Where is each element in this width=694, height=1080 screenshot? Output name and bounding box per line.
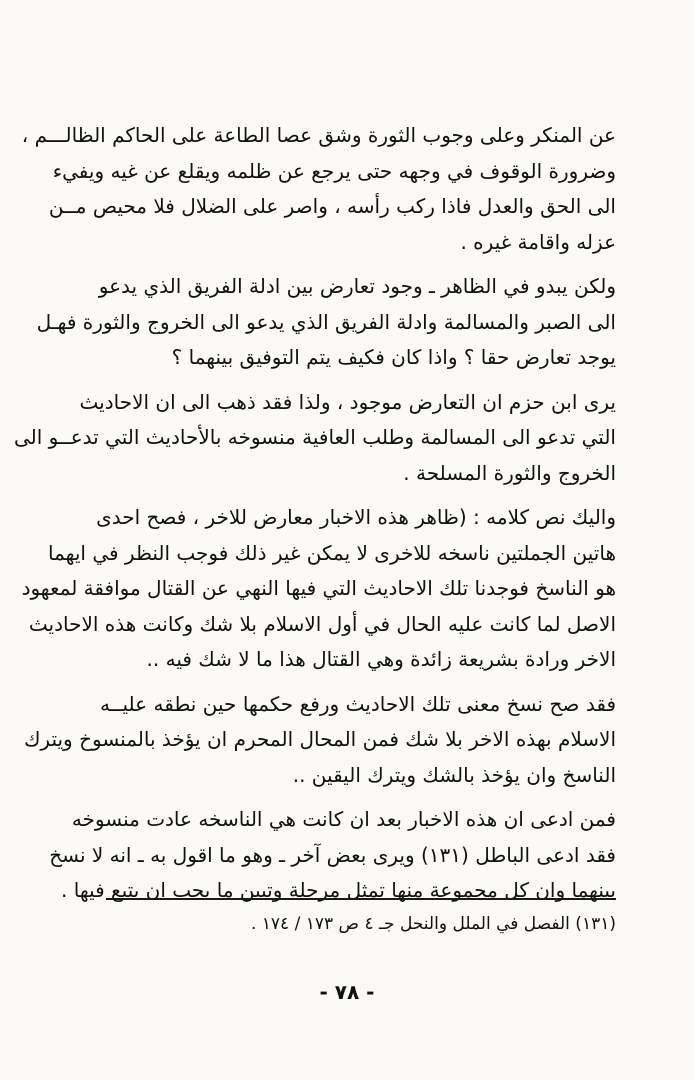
text-line: الاصل لما كانت عليه الحال في أول الاسلام بلا شك وكانت هذه الاحاديث (28, 611, 616, 636)
text-line: الخروج والثورة المسلحة . (403, 460, 616, 485)
paragraph (49, 802, 616, 909)
paragraph (21, 118, 616, 260)
footnote: (١٣١) الفصل في الملل والنحل جـ ٤ ص ١٧٣ / ١٧٤ . (250, 914, 616, 934)
text-line: الناسخ وان يؤخذ بالشك ويترك اليقين .. (292, 762, 616, 787)
text-line: عزله واقامة غيره . (460, 229, 616, 254)
text-line: الاخر ورادة بشريعة زائدة وهي القتال هذا ما لا شك فيه .. (146, 647, 616, 671)
text-line: واليك نص كلامه : (ظاهر هذه الاخبار معارض للاخر ، فصح احدى (96, 505, 616, 529)
text-line: يرى ابن حزم ان التعارض موجود ، ولذا فقد ذهب الى ان الاحاديث (79, 389, 616, 414)
text-line: الى الصبر والمسالمة وادلة الفريق الذي يدعو الى الخروج والثورة فهـل (36, 309, 616, 334)
paragraph (23, 687, 616, 794)
text-line: يوجد تعارض حقا ؟ واذا كان فكيف يتم التوفيق بينهما ؟ (171, 345, 616, 369)
text-line: فقد صح نسخ معنى تلك الاحاديث ورفع حكمها حين نطقه عليــه (100, 691, 616, 716)
text-line: ولكن يبدو في الظاهر ـ وجود تعارض بين ادلة الفريق الذي يدعو (98, 274, 616, 298)
text-line: الاسلام بهذه الاخر بلا شك فمن المحال المحرم ان يؤخذ بالمنسوخ ويترك (23, 727, 616, 751)
paragraph (13, 385, 616, 492)
page-number: - ٧٨ - (319, 980, 375, 1004)
paragraph (36, 269, 616, 376)
text-line: عن المنكر وعلى وجوب الثورة وشق عصا الطاعة على الحاكم الظالـــم ، (21, 123, 616, 147)
text-line: بينهما وان كل مجموعة منها تمثل مرحلة وتبين ما يجب ان يتبع فيها . (61, 878, 616, 902)
footnote-divider (106, 898, 616, 900)
text-line: وضرورة الوقوف في وجهه حتى يرجع عن ظلمه ويقلع عن غيه ويفيء (52, 158, 616, 183)
paragraph (21, 500, 616, 678)
text-line: فقد ادعى الباطل (١٣١) ويرى بعض آخر ـ وهو ما اقول به ـ انه لا نسخ (49, 842, 616, 867)
text-line: الى الحق والعدل فاذا ركب رأسه ، واصر على الضلال فلا محيص مــن (48, 194, 616, 218)
body-text (13, 118, 616, 918)
text-line: هاتين الجملتين ناسخه للاخرى لا يمكن غير ذلك فوجب النظر في ايهما (47, 540, 616, 565)
text-line: هو الناسخ فوجدنا تلك الاحاديث التي فيها النهي عن القتال موافقة لمعهود (21, 576, 616, 600)
text-line: التي تدعو الى المسالمة وطلب العافية منسوخه بالأحاديث التي تدعــو الى (13, 425, 616, 449)
text-line: فمن ادعى ان هذه الاخبار بعد ان كانت هي الناسخه عادت منسوخه (71, 807, 616, 831)
